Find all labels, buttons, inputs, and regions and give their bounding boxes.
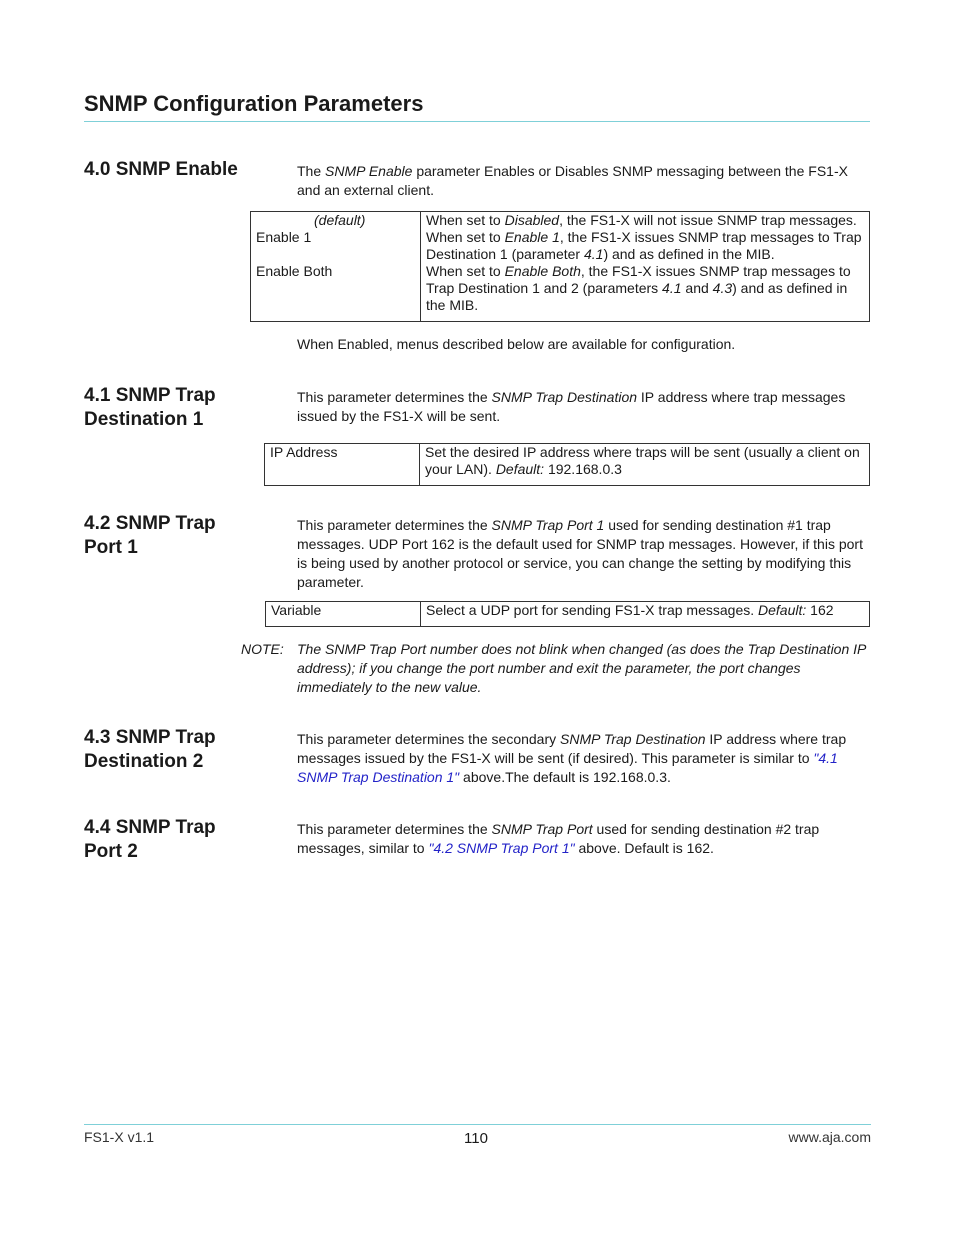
section-heading-4-4: 4.4 SNMP Trap Port 2 — [84, 817, 216, 862]
note-label: NOTE: — [241, 641, 284, 657]
footer-rule — [84, 1124, 871, 1125]
section-4-0-after: When Enabled, menus described below are available for configuration. — [297, 336, 736, 352]
desc-enable-both: When set to Enable Both, the FS1-X issues SNMP trap messages to Trap Destination 1 and 2 (parameters 4.1 and 4.3) and as defined in the MIB. — [426, 263, 851, 313]
footer-left: FS1-X v1.1 — [84, 1129, 155, 1145]
trap-port-label-cell: Variable — [266, 602, 421, 627]
page-title: SNMP Configuration Parameters — [84, 91, 424, 116]
link-4-2[interactable]: "4.2 SNMP Trap Port 1" — [428, 840, 575, 856]
desc-enable-1: When set to Enable 1, the FS1-X issues SNMP trap messages to Trap Destination 1 (parameter 4.1) and as defined in the MIB. — [426, 229, 862, 262]
title-rule — [84, 121, 870, 122]
ip-address-table — [264, 443, 870, 486]
trap-port-desc-cell: Select a UDP port for sending FS1-X trap messages. Default: 162 — [421, 602, 870, 627]
ip-address-label-cell: IP Address — [265, 444, 420, 486]
desc-disabled: When set to Disabled, the FS1-X will not issue SNMP trap messages. — [426, 212, 857, 228]
ip-address-desc-cell: Set the desired IP address where traps will be sent (usually a client on your LAN). Default: 192.168.0.3 — [420, 444, 870, 486]
enable-options-cell — [251, 212, 421, 322]
trap-port-table — [265, 601, 870, 627]
section-heading-4-3: 4.3 SNMP Trap Destination 2 — [84, 727, 216, 772]
section-heading-4-1: 4.1 SNMP Trap Destination 1 — [84, 385, 216, 430]
footer-right: www.aja.com — [788, 1129, 871, 1145]
default-label: (default) — [314, 212, 366, 228]
option-enable-both: Enable Both — [256, 263, 333, 279]
enable-options-table — [250, 211, 870, 322]
section-heading-4-2: 4.2 SNMP Trap Port 1 — [84, 513, 216, 558]
section-4-4-text: This parameter determines the SNMP Trap Port used for sending destination #2 trap messages, similar to "4.2 SNMP Trap Port 1" above. Default is 162. — [297, 821, 820, 856]
section-4-2-intro: This parameter determines the SNMP Trap Port 1 used for sending destination #1 trap messages. UDP Port 162 is the default used for SNMP trap messages. However, if this port is being used by another protocol or service, you can change the setting by modifying this parameter. — [297, 517, 863, 590]
section-4-3-text: This parameter determines the secondary SNMP Trap Destination IP address where trap messages issued by the FS1-X will be sent (if desired). This parameter is similar to "4.1 SNMP Trap Destination 1" above.The default is 192.168.0.3. — [297, 731, 847, 785]
enable-descriptions-cell — [421, 212, 870, 322]
link-4-1[interactable]: "4.1 SNMP Trap Destination 1" — [297, 750, 838, 785]
section-heading-4-0: 4.0 SNMP Enable — [84, 159, 238, 180]
page-number: 110 — [464, 1130, 488, 1147]
section-4-0-intro: The SNMP Enable parameter Enables or Disables SNMP messaging between the FS1-X and an external client. — [297, 163, 848, 198]
option-enable-1: Enable 1 — [256, 229, 312, 245]
note-text: The SNMP Trap Port number does not blink when changed (as does the Trap Destination IP address); if you change the port number and exit the parameter, the port changes immediately to the new value. — [297, 641, 866, 695]
section-4-1-intro: This parameter determines the SNMP Trap Destination IP address where trap messages issued by the FS1-X will be sent. — [297, 389, 846, 424]
